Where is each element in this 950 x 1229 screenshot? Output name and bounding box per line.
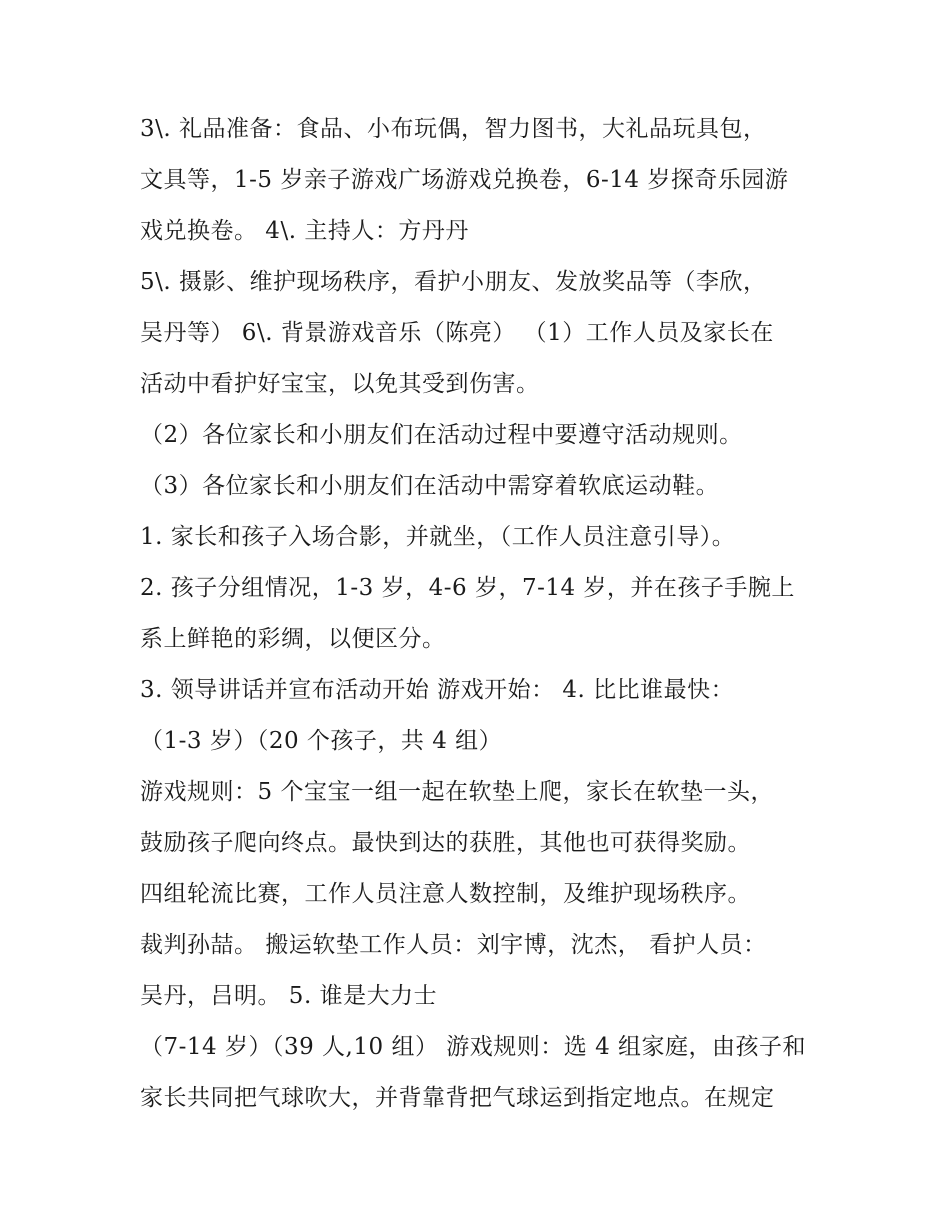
text-line: 四组轮流比赛，工作人员注意人数控制，及维护现场秩序。 — [140, 881, 751, 907]
text-line: 戏兑换卷。 4\. 主持人：方丹丹 — [140, 218, 469, 244]
text-line: 系上鲜艳的彩绸，以便区分。 — [140, 626, 446, 652]
text-line: 3\. 礼品准备：食品、小布玩偶，智力图书，大礼品玩具包， — [140, 116, 767, 142]
text-line: 吴丹，吕明。 5. 谁是大力士 — [140, 983, 438, 1009]
text-line: 3. 领导讲话并宣布活动开始 游戏开始： 4. 比比谁最快： — [140, 677, 735, 703]
text-line: 裁判孙喆。 搬运软垫工作人员：刘宇博，沈杰， 看护人员： — [140, 932, 767, 958]
text-line: 活动中看护好宝宝，以免其受到伤害。 — [140, 371, 540, 397]
text-line: 游戏规则：5 个宝宝一组一起在软垫上爬，家长在软垫一头， — [140, 779, 774, 805]
text-line: （3）各位家长和小朋友们在活动中需穿着软底运动鞋。 — [140, 473, 720, 499]
text-line: 5\. 摄影、维护现场秩序，看护小朋友、发放奖品等（李欣， — [140, 269, 767, 295]
text-line: 1. 家长和孩子入场合影，并就坐，（工作人员注意引导）。 — [140, 524, 736, 550]
text-line: 2. 孩子分组情况，1-3 岁，4-6 岁，7-14 岁，并在孩子手腕上 — [140, 575, 795, 601]
text-line: （2）各位家长和小朋友们在活动过程中要遵守活动规则。 — [140, 422, 743, 448]
text-line: 文具等，1-5 岁亲子游戏广场游戏兑换卷，6-14 岁探奇乐园游 — [140, 167, 789, 193]
text-line: 家长共同把气球吹大，并背靠背把气球运到指定地点。在规定 — [140, 1085, 775, 1111]
text-line: 吴丹等） 6\. 背景游戏音乐（陈亮） （1）工作人员及家长在 — [140, 320, 774, 346]
text-line: （7-14 岁）（39 人,10 组） 游戏规则：选 4 组家庭，由孩子和 — [140, 1034, 807, 1060]
text-line: 鼓励孩子爬向终点。最快到达的获胜，其他也可获得奖励。 — [140, 830, 751, 856]
text-line: （1-3 岁）（20 个孩子，共 4 组） — [140, 728, 503, 754]
document-body — [140, 104, 830, 1124]
